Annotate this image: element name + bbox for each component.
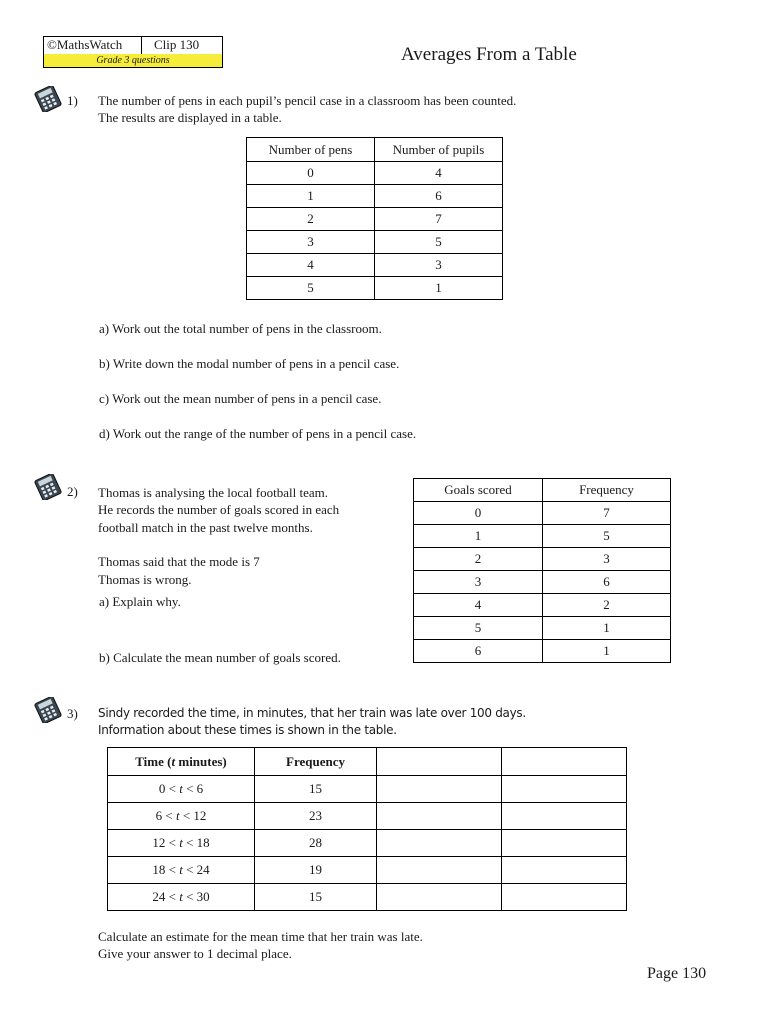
- brand-label: ©MathsWatch: [47, 37, 123, 52]
- question-text: Give your answer to 1 decimal place.: [98, 946, 292, 961]
- table-header: Number of pupils: [375, 138, 503, 162]
- table-cell: 5: [247, 277, 375, 300]
- question-number: 3): [67, 706, 78, 721]
- question-text: Sindy recorded the time, in minutes, that her train was late over 100 days.: [98, 706, 526, 720]
- train-time-table: [107, 747, 627, 911]
- blank-cell: [377, 830, 502, 857]
- table-cell: 7: [543, 502, 671, 525]
- table-header: Goals scored: [414, 479, 543, 502]
- table-cell: 0: [247, 162, 375, 185]
- blank-cell: [502, 776, 627, 803]
- table-cell: 24 < t < 30: [108, 884, 255, 911]
- table-cell: 6: [543, 571, 671, 594]
- table-cell: 0 < t < 6: [108, 776, 255, 803]
- table-cell: 28: [255, 830, 377, 857]
- blank-cell: [377, 884, 502, 911]
- table-cell: 7: [375, 208, 503, 231]
- page-number: Page 130: [647, 965, 707, 982]
- table-cell: 5: [543, 525, 671, 548]
- question-text: The results are displayed in a table.: [98, 110, 282, 125]
- header-divider: [141, 37, 142, 54]
- blank-cell: [502, 830, 627, 857]
- clip-header-box: [43, 36, 223, 68]
- calculator-icon: [33, 474, 63, 500]
- table-cell: 0: [414, 502, 543, 525]
- table-cell: 2: [247, 208, 375, 231]
- table-cell: 18 < t < 24: [108, 857, 255, 884]
- table-cell: 1: [375, 277, 503, 300]
- question-part: a) Work out the total number of pens in the classroom.: [99, 321, 382, 336]
- question-text: Thomas is analysing the local football team.: [98, 485, 328, 500]
- table-header: Frequency: [543, 479, 671, 502]
- table-cell: 1: [247, 185, 375, 208]
- question-part: c) Work out the mean number of pens in a pencil case.: [99, 391, 382, 406]
- blank-cell: [502, 857, 627, 884]
- table-header: Frequency: [255, 748, 377, 776]
- blank-cell: [377, 776, 502, 803]
- table-cell: 4: [247, 254, 375, 277]
- pens-table: [246, 137, 503, 300]
- question-text: Information about these times is shown in the table.: [98, 723, 397, 737]
- calculator-icon: [33, 697, 63, 723]
- table-cell: 2: [543, 594, 671, 617]
- page-title: Averages From a Table: [401, 44, 577, 65]
- table-cell: 1: [543, 640, 671, 663]
- table-cell: 3: [543, 548, 671, 571]
- goals-table: [413, 478, 671, 663]
- table-cell: 23: [255, 803, 377, 830]
- blank-cell: [502, 803, 627, 830]
- table-cell: 15: [255, 884, 377, 911]
- table-header: Time (t minutes): [108, 748, 255, 776]
- question-part: b) Calculate the mean number of goals scored.: [99, 650, 341, 665]
- blank-cell: [502, 748, 627, 776]
- table-cell: 1: [543, 617, 671, 640]
- question-part: d) Work out the range of the number of pens in a pencil case.: [99, 426, 417, 441]
- question-text: football match in the past twelve months.: [98, 520, 313, 535]
- question-number: 2): [67, 484, 78, 499]
- table-cell: 2: [414, 548, 543, 571]
- question-number: 1): [67, 93, 78, 108]
- question-text: Thomas is wrong.: [98, 572, 192, 587]
- blank-cell: [377, 748, 502, 776]
- table-cell: 5: [375, 231, 503, 254]
- table-cell: 19: [255, 857, 377, 884]
- clip-label: Clip 130: [154, 37, 200, 52]
- blank-cell: [502, 884, 627, 911]
- question-part: a) Explain why.: [99, 594, 181, 609]
- calculator-icon: [33, 86, 63, 112]
- table-cell: 15: [255, 776, 377, 803]
- table-cell: 3: [375, 254, 503, 277]
- table-cell: 3: [247, 231, 375, 254]
- question-text: The number of pens in each pupil’s pencil case in a classroom has been counted.: [98, 93, 517, 108]
- blank-cell: [377, 857, 502, 884]
- table-cell: 4: [414, 594, 543, 617]
- table-cell: 5: [414, 617, 543, 640]
- table-header: Number of pens: [247, 138, 375, 162]
- question-text: Calculate an estimate for the mean time that her train was late.: [98, 929, 423, 944]
- blank-cell: [377, 803, 502, 830]
- table-cell: 3: [414, 571, 543, 594]
- table-cell: 4: [375, 162, 503, 185]
- question-text: He records the number of goals scored in each: [98, 502, 340, 517]
- clip-header-top: [44, 37, 222, 55]
- table-cell: 6: [414, 640, 543, 663]
- table-cell: 6: [375, 185, 503, 208]
- table-cell: 6 < t < 12: [108, 803, 255, 830]
- grade-label: Grade 3 questions: [44, 54, 222, 67]
- table-cell: 12 < t < 18: [108, 830, 255, 857]
- table-cell: 1: [414, 525, 543, 548]
- question-text: Thomas said that the mode is 7: [98, 554, 260, 569]
- question-part: b) Write down the modal number of pens in a pencil case.: [99, 356, 400, 371]
